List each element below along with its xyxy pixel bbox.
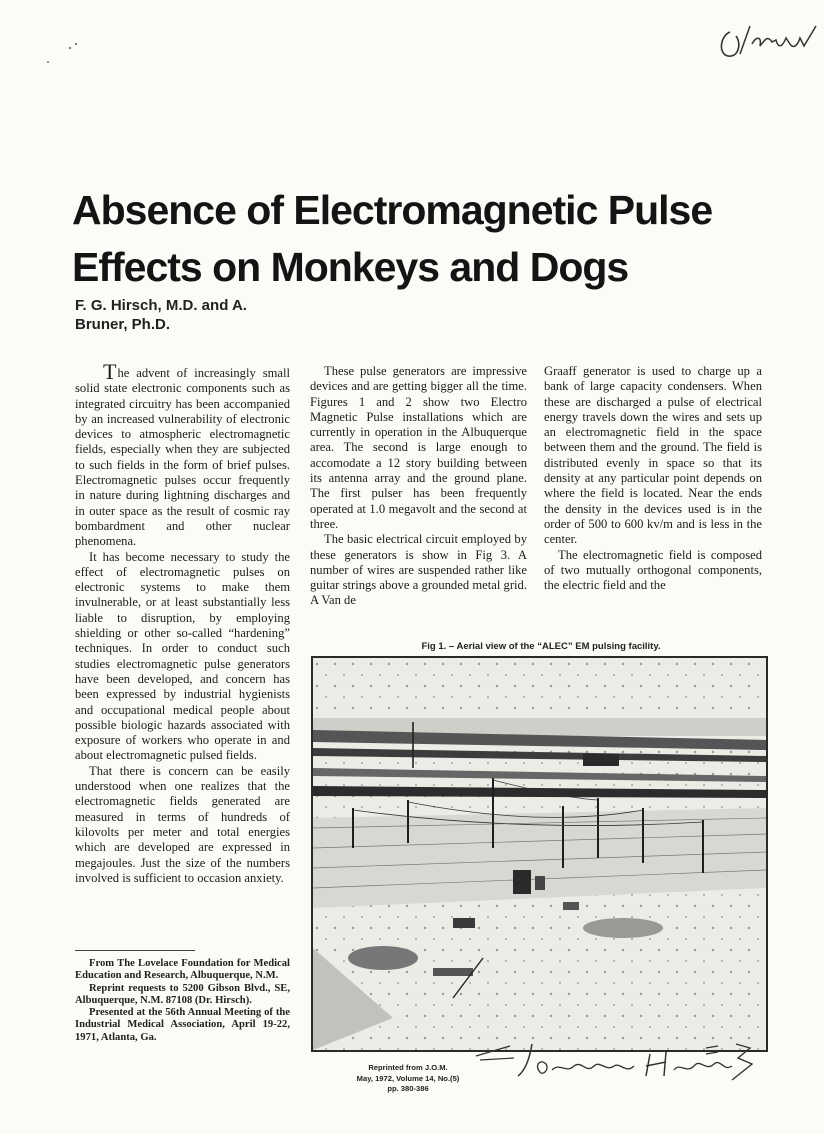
- authors-line-1: F. G. Hirsch, M.D. and A.: [75, 297, 247, 314]
- footnote-rule: [75, 950, 195, 951]
- footnote-reprints: Reprint requests to 5200 Gibson Blvd., SE, Albuquerque, N.M. 87108 (Dr. Hirsch).: [75, 982, 290, 1006]
- reprint-note: [348, 1063, 468, 1095]
- paragraph: That there is concern can be easily understood when one realizes that the electromagnetic fields generated are measured in terms of hundreds of kilovolts per meter and total energies which are developed are expressed in megajoules. Just the size of the numbers involved is sufficient to occasion anxiety.: [75, 763, 290, 885]
- title-line-2: Effects on Monkeys and Dogs: [72, 244, 629, 290]
- body-column-3: [544, 364, 762, 593]
- paragraph-text: he advent of increasingly small solid state electronic components such as integrated circuitry has been accompanied by an increased vulnerability of electronic devices to atmospheric electromagnetic fields, especially when they are subjected to such fields in the form of brief pulses. Electromagnetic pulses occur frequently in nature during lightning discharges and in outer space as the result of cosmic ray bombardment and other nuclear phenomena.: [75, 366, 290, 549]
- article-title: [72, 182, 772, 296]
- reprint-source: Reprinted from J.O.M.: [368, 1063, 448, 1072]
- paragraph: These pulse generators are impressive devices and are getting bigger all the time. Figures 1 and 2 show two Electro Magnetic Pulse installations which are currently in operation in the Albuquerque area. The second is large enough to accomodate a 12 story building between its antenna array and the ground plane. The first pulser has been frequently operated at 1.0 megavolt and the second at three.: [310, 364, 527, 531]
- handwritten-journal-name: [470, 1036, 770, 1096]
- paragraph: The electromagnetic field is composed of two mutually orthogonal components, the electric field and the: [544, 547, 762, 593]
- paragraph: [75, 359, 290, 550]
- paper-specks: [40, 40, 100, 70]
- reprint-issue: May, 1972, Volume 14, No.(5): [356, 1073, 460, 1083]
- footnote: [75, 958, 290, 1044]
- paragraph: The basic electrical circuit employed by these generators is show in Fig 3. A number of wires are suspended rather like guitar strings above a grounded metal grid. A Van de: [310, 532, 527, 608]
- title-line-1: Absence of Electromagnetic Pulse: [72, 187, 713, 233]
- aerial-photo: [311, 656, 768, 1052]
- aerial-photo-illustration: [313, 658, 766, 1050]
- authors-line-2: Bruner, Ph.D.: [75, 316, 171, 333]
- reprint-pages: pp. 380-386: [387, 1084, 429, 1093]
- body-column-1: [75, 359, 290, 886]
- footnote-affiliation: From The Lovelace Foundation for Medical Education and Research, Albuquerque, N.M.: [75, 958, 290, 982]
- body-column-2: [310, 364, 527, 609]
- authors: [75, 296, 375, 334]
- paragraph: Graaff generator is used to charge up a bank of large capacity condensers. When these are discharged a pulse of electrical energy travels down the wires and sets up an electromagnetic field in the space between them and the ground. The field is distributed evenly in space so that its density at any particular point depends on where the field is located. Near the ends the density in the devices used is in the order of 500 to 600 kv/m and is less in the center.: [544, 364, 762, 547]
- footnote-presented: Presented at the 56th Annual Meeting of the Industrial Medical Association, April 19-22, 1971, Atlanta, Ga.: [75, 1007, 290, 1043]
- paragraph: It has become necessary to study the effect of electromagnetic pulses on electronic systems to make them invulnerable, or at least substantially less liable to disruption, by employing shielding or other so-called “hardening” techniques. In order to conduct such studies electromagnetic pulse generators have been developed, and concern has been expressed by industrial hygienists and occupational medical people about possible biologic hazards associated with exposure of workers who operate in and about electromagnetic pulsed fields.: [75, 549, 290, 763]
- handwritten-initials: [716, 14, 820, 66]
- drop-cap: T: [103, 359, 117, 384]
- figure-caption: Fig 1. – Aerial view of the “ALEC” EM pulsing facility.: [421, 641, 661, 652]
